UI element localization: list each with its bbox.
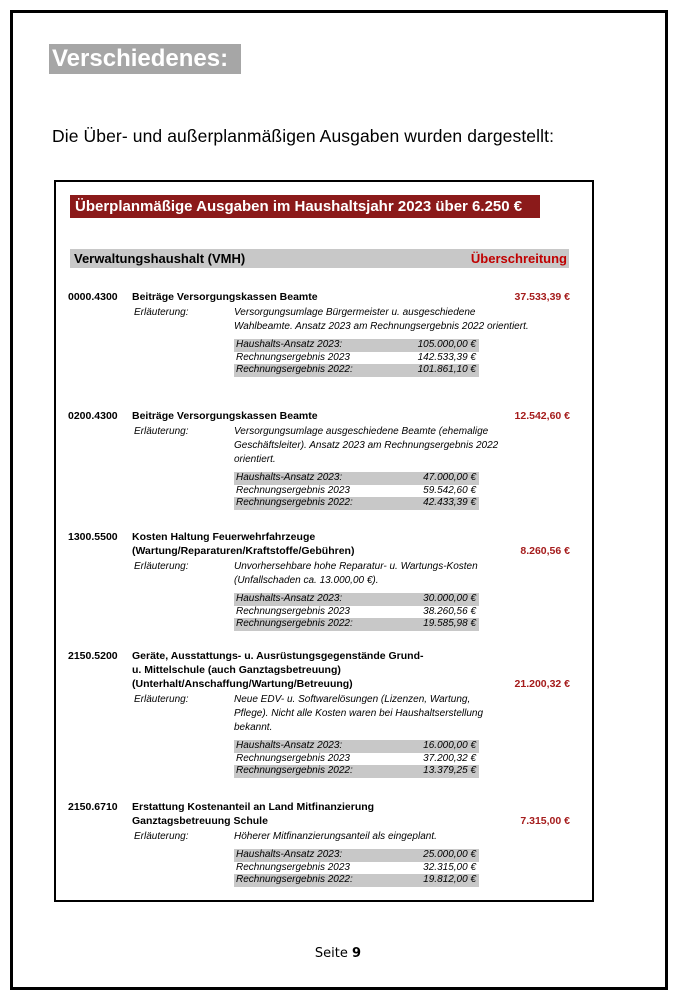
intro-text: Die Über- und außerplanmäßigen Ausgaben wurden dargestellt: (52, 126, 555, 146)
item-amount: 21.200,32 € (514, 678, 570, 690)
figure-row (234, 497, 479, 510)
figure-label: Rechnungsergebnis 2022: (236, 874, 353, 885)
explanation-row (68, 560, 570, 588)
figure-value: 13.379,25 € (423, 765, 476, 776)
budget-item (68, 530, 570, 631)
figures-table (234, 849, 479, 887)
figure-label: Rechnungsergebnis 2022: (236, 618, 353, 629)
figure-row (234, 765, 479, 778)
item-head (68, 409, 570, 423)
explanation-label: Erläuterung: (134, 426, 189, 437)
item-title: Geräte, Ausstattungs- u. Ausrüstungsgegenstände Grund- u. Mittelschule (auch Ganztagsbetreuung) (Unterhalt/Anschaffung/Wartung/Betreuung) (132, 650, 424, 690)
explanation-label: Erläuterung: (134, 561, 189, 572)
figure-label: Rechnungsergebnis 2022: (236, 497, 353, 508)
figure-label: Haushalts-Ansatz 2023: (236, 740, 343, 751)
explanation-label: Erläuterung: (134, 307, 189, 318)
item-amount: 37.533,39 € (514, 291, 570, 303)
figure-value: 37.200,32 € (423, 752, 476, 764)
figure-row (234, 485, 479, 498)
figure-value: 42.433,39 € (423, 497, 476, 508)
page-footer (0, 946, 676, 961)
item-head (68, 649, 570, 691)
figure-value: 105.000,00 € (417, 339, 476, 350)
figures-table (234, 740, 479, 778)
figure-row (234, 874, 479, 887)
figure-label: Rechnungsergebnis 2023 (236, 484, 350, 496)
section-heading: Verschiedenes: (49, 44, 241, 74)
explanation-text: Höherer Mitfinanzierungsanteil als eingeplant. (234, 831, 437, 842)
budget-item (68, 649, 570, 778)
table-header (70, 249, 569, 268)
item-amount: 7.315,00 € (520, 815, 570, 827)
budget-item (68, 800, 570, 887)
item-title: Kosten Haltung Feuerwehrfahrzeuge (Wartung/Reparaturen/Kraftstoffe/Gebühren) (132, 531, 355, 557)
figure-row (234, 339, 479, 352)
figure-value: 30.000,00 € (423, 593, 476, 604)
figure-value: 19.812,00 € (423, 874, 476, 885)
header-label: Verwaltungshaushalt (VMH) (74, 251, 246, 266)
figure-value: 19.585,98 € (423, 618, 476, 629)
figure-value: 47.000,00 € (423, 472, 476, 483)
item-head (68, 800, 570, 828)
figures-table (234, 472, 479, 510)
explanation-text: Unvorhersehbare hohe Reparatur- u. Wartungs-Kosten (Unfallschaden ca. 13.000,00 €). (234, 561, 478, 586)
overrun-report-box (54, 180, 594, 902)
figure-label: Rechnungsergebnis 2023 (236, 752, 350, 764)
item-head (68, 290, 570, 304)
figure-value: 142.533,39 € (417, 351, 476, 363)
figure-row (234, 862, 479, 875)
item-amount: 8.260,56 € (520, 545, 570, 557)
explanation-text: Neue EDV- u. Softwarelösungen (Lizenzen, Wartung, Pflege). Nicht alle Kosten waren bei Haushaltserstellung bekannt. (234, 694, 484, 733)
figure-label: Rechnungsergebnis 2023 (236, 351, 350, 363)
item-amount: 12.542,60 € (514, 410, 570, 422)
header-overrun: Überschreitung (470, 251, 567, 266)
budget-item (68, 409, 570, 510)
figure-row (234, 618, 479, 631)
figure-row (234, 753, 479, 766)
figure-row (234, 352, 479, 365)
figure-label: Haushalts-Ansatz 2023: (236, 339, 343, 350)
explanation-text: Versorgungsumlage Bürgermeister u. ausgeschiedene Wahlbeamte. Ansatz 2023 am Rechnungsergebnis 2022 orientiert. (234, 307, 529, 332)
explanation-label: Erläuterung: (134, 694, 189, 705)
item-title: Beiträge Versorgungskassen Beamte (132, 291, 318, 303)
item-code: 1300.5500 (68, 531, 118, 543)
figure-row (234, 364, 479, 377)
figure-row (234, 593, 479, 606)
figure-label: Haushalts-Ansatz 2023: (236, 849, 343, 860)
item-code: 2150.6710 (68, 801, 118, 813)
item-code: 2150.5200 (68, 650, 118, 662)
report-title: Überplanmäßige Ausgaben im Haushaltsjahr 2023 über 6.250 € (70, 195, 540, 218)
item-title: Beiträge Versorgungskassen Beamte (132, 410, 318, 422)
budget-item (68, 290, 570, 377)
figure-value: 32.315,00 € (423, 861, 476, 873)
figure-row (234, 606, 479, 619)
figure-row (234, 472, 479, 485)
item-code: 0000.4300 (68, 291, 118, 303)
explanation-row (68, 693, 570, 735)
figure-value: 59.542,60 € (423, 484, 476, 496)
figure-value: 38.260,56 € (423, 605, 476, 617)
figure-label: Rechnungsergebnis 2023 (236, 861, 350, 873)
figure-label: Rechnungsergebnis 2022: (236, 765, 353, 776)
explanation-text: Versorgungsumlage ausgeschiedene Beamte (ehemalige Geschäftsleiter). Ansatz 2023 am Rechnungsergebnis 2022 orientiert. (234, 426, 499, 465)
page-number: 9 (352, 946, 362, 961)
figure-value: 25.000,00 € (423, 849, 476, 860)
figure-row (234, 740, 479, 753)
figures-table (234, 339, 479, 377)
item-code: 0200.4300 (68, 410, 118, 422)
explanation-row (68, 830, 570, 844)
item-head (68, 530, 570, 558)
page-label: Seite (314, 946, 348, 961)
explanation-label: Erläuterung: (134, 831, 189, 842)
explanation-row (68, 425, 570, 467)
item-title: Erstattung Kostenanteil an Land Mitfinanzierung Ganztagsbetreuung Schule (132, 801, 375, 827)
figures-table (234, 593, 479, 631)
figure-label: Rechnungsergebnis 2022: (236, 364, 353, 375)
figure-value: 16.000,00 € (423, 740, 476, 751)
figure-value: 101.861,10 € (417, 364, 476, 375)
figure-label: Haushalts-Ansatz 2023: (236, 472, 343, 483)
figure-label: Haushalts-Ansatz 2023: (236, 593, 343, 604)
figure-label: Rechnungsergebnis 2023 (236, 605, 350, 617)
explanation-row (68, 306, 570, 334)
figure-row (234, 849, 479, 862)
